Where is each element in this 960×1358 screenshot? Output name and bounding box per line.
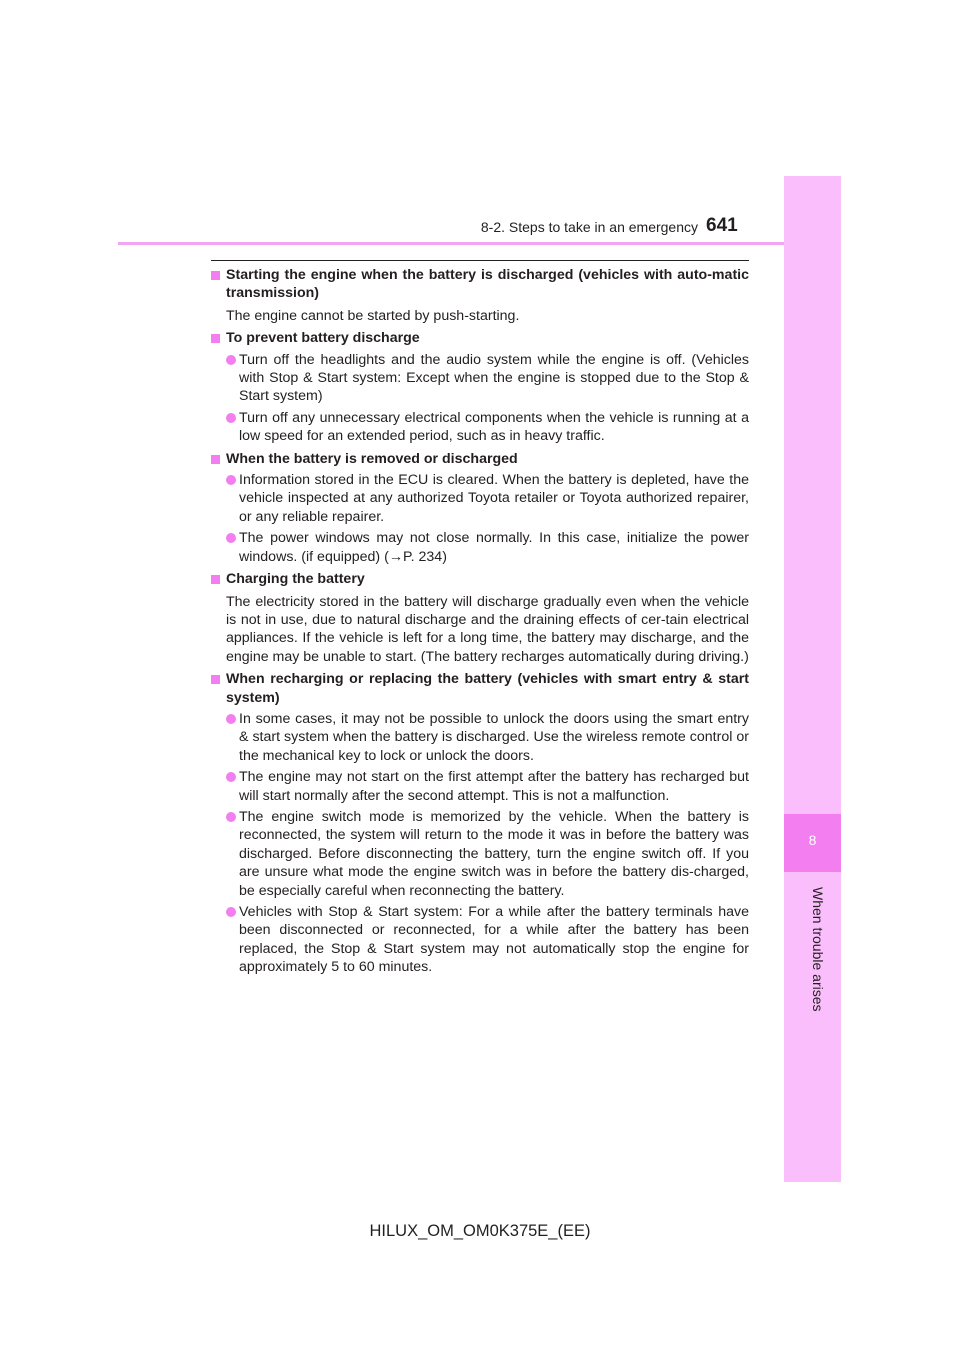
bullet-list [211,351,749,446]
content-top-rule [211,260,749,261]
section-recharging-replacing [211,670,749,977]
list-item-text: The engine switch mode is memorized by the vehicle. When the battery is reconnected, the system will return to the mode it was in before the battery was discharged. Before disconnecting the battery, turn the engine switch off. If you are unsure what mode the engine switch was in before the battery dis-charged, be especially careful when reconnecting the battery. [239,808,749,899]
content [211,266,749,981]
list-item-text: In some cases, it may not be possible to unlock the doors using the smart entry & start system when the battery is discharged. Use the wireless remote control or the mechanical key to lock or unlock the doors. [239,710,749,764]
section-charging-battery [211,570,749,666]
list-item [211,409,749,446]
circle-bullet-icon [226,772,236,782]
section-heading-text: When recharging or replacing the battery (vehicles with smart entry & start system) [226,671,749,706]
section-text: The electricity stored in the battery will discharge gradually even when the vehicle is not in use, due to natural discharge and the draining effects of cer-tain electrical appliances. If the vehicle is left for a long time, the battery may discharge, and the engine may be unable to start. (The battery recharges automatically during driving.) [226,593,749,665]
header-rule [118,242,841,245]
circle-bullet-icon [226,533,236,543]
section-heading [211,570,749,588]
section-heading [211,450,749,468]
list-item [211,808,749,900]
list-item [211,529,749,566]
bullet-list [211,710,749,977]
circle-bullet-icon [226,812,236,822]
circle-bullet-icon [226,714,236,724]
list-item [211,471,749,526]
section-heading [211,329,749,347]
section-starting-engine [211,266,749,325]
section-prevent-discharge [211,329,749,445]
bullet-list [211,471,749,566]
list-item-text: Information stored in the ECU is cleared. When the battery is depleted, have the vehicle inspected at any authorized Toyota retailer or Toyota authorized repairer, or any reliable repairer. [239,472,749,525]
square-bullet-icon [211,271,220,280]
list-item-text: Turn off any unnecessary electrical components when the vehicle is running at a low speed for an extended period, such as in heavy traffic. [239,409,749,445]
section-heading-text: Charging the battery [226,571,365,588]
page-number: 641 [706,215,738,236]
chapter-number: 8 [808,832,817,848]
section-heading-text: Starting the engine when the battery is discharged (vehicles with auto-matic transmission) [226,267,749,302]
list-item [211,351,749,406]
section-heading [211,670,749,707]
section-heading [211,266,749,303]
chapter-title: When trouble arises [810,887,826,1012]
section-heading-text: When the battery is removed or discharged [226,450,518,467]
circle-bullet-icon [226,355,236,365]
list-item-text: Vehicles with Stop & Start system: For a while after the battery terminals have been disconnected or reconnected, for a while after the battery has been replaced, the Stop & Start system may not automatically stop the engine for approximately 5 to 60 minutes. [239,904,749,976]
chapter-number-box [784,814,841,872]
list-item-text: The engine may not start on the first attempt after the battery has recharged but will start normally after the second attempt. This is not a malfunction. [239,769,749,804]
document-code: HILUX_OM_OM0K375E_(EE) [369,1222,591,1240]
section-title: 8-2. Steps to take in an emergency [480,219,698,235]
circle-bullet-icon [226,907,236,917]
section-battery-removed [211,450,749,566]
square-bullet-icon [211,575,220,584]
square-bullet-icon [211,675,220,684]
list-item [211,768,749,805]
section-text: The engine cannot be started by push-starting. [226,307,520,324]
section-heading-text: To prevent battery discharge [226,330,420,347]
square-bullet-icon [211,334,220,343]
circle-bullet-icon [226,475,236,485]
list-item [211,710,749,765]
square-bullet-icon [211,455,220,464]
list-item-text: The power windows may not close normally. In this case, initialize the power windows. (if equipped) (→P. 234) [239,530,749,565]
list-item-text: Turn off the headlights and the audio system while the engine is off. (Vehicles with Stop & Start system: Except when the engine is stopped due to the Stop & Start system) [239,351,749,405]
circle-bullet-icon [226,413,236,423]
list-item [211,903,749,977]
